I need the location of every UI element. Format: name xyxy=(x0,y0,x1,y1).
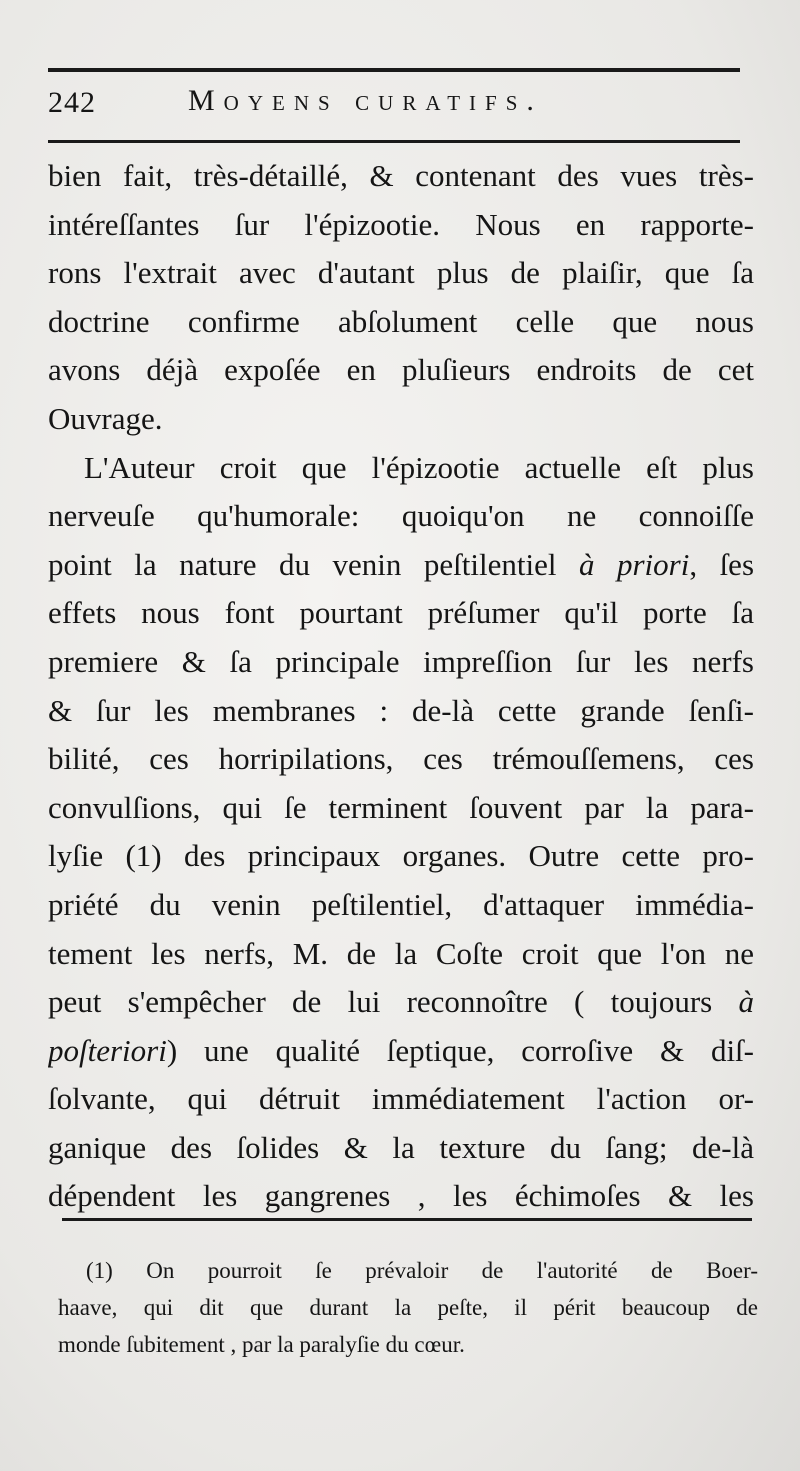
text-segment: point la nature du venin peſtilentiel xyxy=(48,546,557,582)
italic-phrase: à priori xyxy=(578,546,690,582)
footnote xyxy=(58,1252,758,1363)
text-line: doctrine confirme abſolument celle que nous xyxy=(48,303,754,339)
text-segment: ) une qualité ſeptique, corroſive & diſ- xyxy=(166,1032,754,1068)
running-title: Moyens curatifs. xyxy=(188,84,543,117)
text-segment: , ſes xyxy=(689,546,754,582)
text-line: bilité, ces horripilations, ces trémouſſemens, ces xyxy=(48,741,754,777)
text-line: tement les nerfs, M. de la Coſte croit que l'on ne xyxy=(48,935,754,971)
text-line: ganique des ſolides & la texture du ſang; de-là xyxy=(48,1129,754,1165)
italic-phrase: poſteriori xyxy=(48,1032,167,1068)
page-number: 242 xyxy=(48,86,96,119)
page-header xyxy=(48,84,740,128)
footnote-rule xyxy=(62,1218,752,1221)
text-line xyxy=(48,1027,754,1076)
footnote-line: (1) On pourroit ſe prévaloir de l'autorité de Boer- xyxy=(86,1258,758,1283)
text-line: ſolvante, qui détruit immédiatement l'action or- xyxy=(48,1081,754,1117)
text-line: convulſions, qui ſe terminent ſouvent par la para- xyxy=(48,789,754,825)
text-line: lyſie (1) des principaux organes. Outre cette pro- xyxy=(48,838,754,874)
text-line: dépendent les gangrenes , les échimoſes & les xyxy=(48,1178,754,1214)
footnote-line: haave, qui dit que durant la peſte, il périt beaucoup de xyxy=(58,1295,758,1320)
text-line xyxy=(48,978,754,1027)
text-line: effets nous font pourtant préſumer qu'il porte ſa xyxy=(48,595,754,631)
text-line: bien fait, très-détaillé, & contenant des vues très- xyxy=(48,158,754,193)
text-line: intéreſſantes ſur l'épizootie. Nous en rapporte- xyxy=(48,206,754,242)
text-line: premiere & ſa principale impreſſion ſur les nerfs xyxy=(48,643,754,679)
text-line: priété du venin peſtilentiel, d'attaquer immédia- xyxy=(48,886,754,922)
text-line: & ſur les membranes : de-là cette grande ſenſi- xyxy=(48,692,754,728)
text-line: Ouvrage. xyxy=(48,400,163,436)
text-line: rons l'extrait avec d'autant plus de plaiſir, que ſa xyxy=(48,255,754,291)
italic-phrase: à xyxy=(738,984,754,1020)
main-text xyxy=(48,152,754,1221)
text-line xyxy=(48,541,754,590)
text-segment: peut s'empêcher de lui reconnoître ( toujours xyxy=(48,984,713,1020)
text-line: nerveuſe qu'humorale: quoiqu'on ne connoiſſe xyxy=(48,498,754,534)
text-line: L'Auteur croit que l'épizootie actuelle eſt plus xyxy=(84,449,754,485)
header-rule xyxy=(48,140,740,143)
top-rule xyxy=(48,68,740,72)
text-line: avons déjà expoſée en pluſieurs endroits de cet xyxy=(48,352,754,388)
footnote-line: monde ſubitement , par la paralyſie du cœur. xyxy=(58,1332,465,1357)
